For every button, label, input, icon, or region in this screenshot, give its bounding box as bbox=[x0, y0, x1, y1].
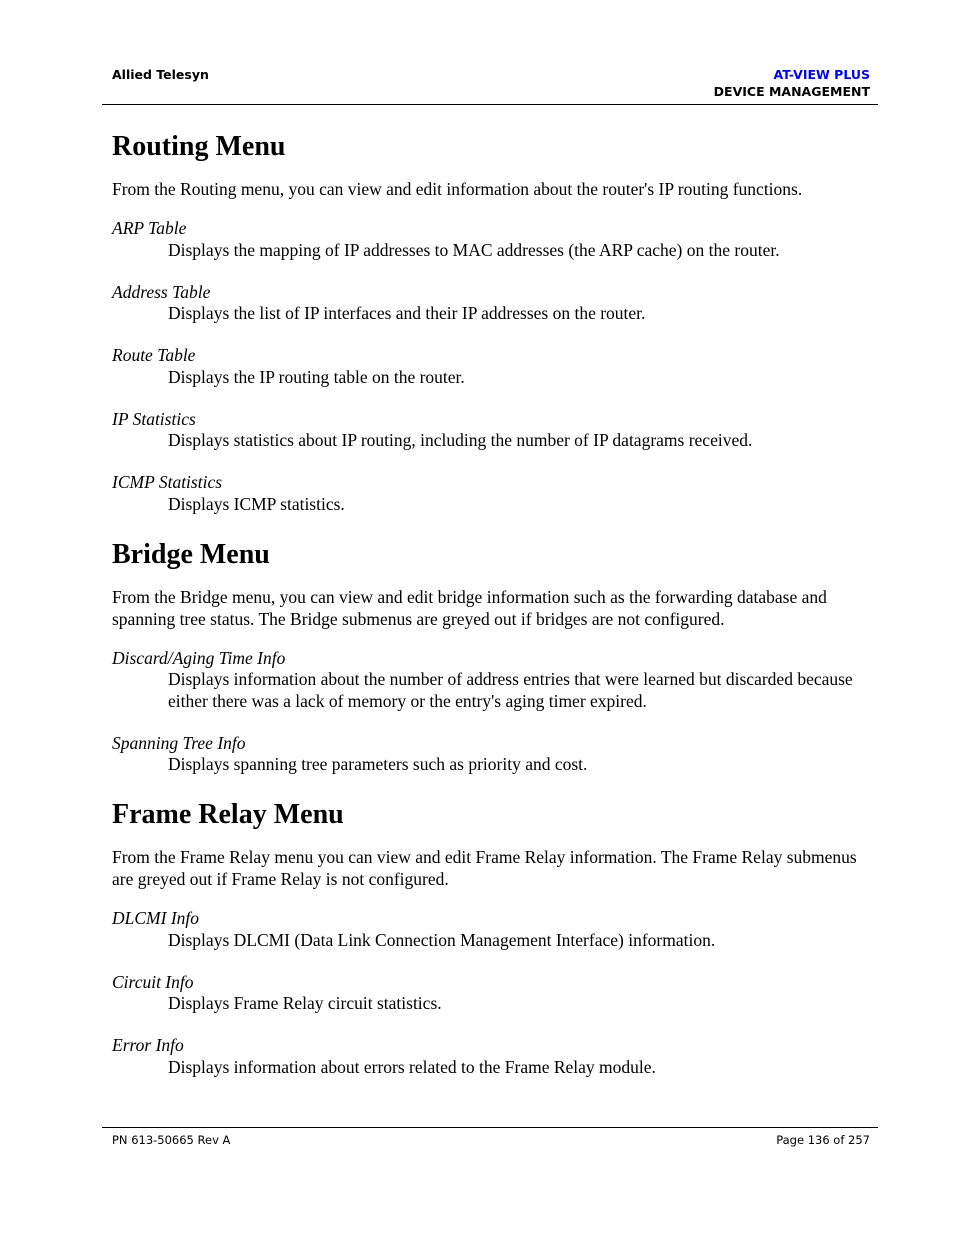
definition-desc: Displays ICMP statistics. bbox=[168, 493, 345, 514]
definition-desc: Displays DLCMI (Data Link Connection Management Interface) information. bbox=[168, 929, 716, 950]
definition-item bbox=[112, 733, 872, 776]
definition-item bbox=[112, 1035, 872, 1078]
definition-term: Route Table bbox=[112, 345, 196, 365]
company-name: Allied Telesyn bbox=[112, 67, 209, 82]
definition-term: Error Info bbox=[112, 1035, 184, 1055]
definition-item bbox=[112, 972, 872, 1015]
definition-item bbox=[112, 908, 872, 951]
routing-menu-intro: From the Routing menu, you can view and edit information about the router's IP routing functions. bbox=[112, 179, 803, 199]
definition-desc: Displays Frame Relay circuit statistics. bbox=[168, 993, 442, 1013]
bridge-menu-heading: Bridge Menu bbox=[112, 538, 270, 570]
page-header bbox=[102, 66, 878, 105]
bridge-menu-intro: From the Bridge menu, you can view and edit bridge information such as the forwarding database and spanning tree status. The Bridge submenus are greyed out if bridges are not configured. bbox=[112, 586, 827, 629]
routing-menu-heading: Routing Menu bbox=[112, 131, 286, 162]
definition-item bbox=[112, 218, 872, 261]
definition-term: ARP Table bbox=[112, 218, 187, 238]
definition-term: DLCMI Info bbox=[112, 908, 200, 928]
definition-term: ICMP Statistics bbox=[112, 472, 223, 492]
definition-desc: Displays the list of IP interfaces and their IP addresses on the router. bbox=[168, 303, 646, 323]
definition-term: Discard/Aging Time Info bbox=[112, 647, 286, 668]
definition-desc: Displays information about errors related to the Frame Relay module. bbox=[168, 1056, 656, 1077]
part-number: PN 613-50665 Rev A bbox=[112, 1133, 231, 1147]
definition-item bbox=[112, 648, 872, 713]
definition-item bbox=[112, 409, 872, 452]
definition-desc: Displays information about the number of address entries that were learned but discarded because either there was a lack of memory or the entry's aging timer expired. bbox=[168, 669, 853, 711]
definition-term: Circuit Info bbox=[112, 971, 194, 992]
definition-item bbox=[112, 282, 872, 325]
definition-term: IP Statistics bbox=[112, 408, 196, 429]
frame-relay-menu-heading: Frame Relay Menu bbox=[112, 799, 344, 830]
frame-relay-menu-intro: From the Frame Relay menu you can view and edit Frame Relay information. The Frame Relay submenus are greyed out if Frame Relay is not configured. bbox=[112, 847, 857, 889]
definition-term: Address Table bbox=[112, 281, 211, 302]
document-body bbox=[112, 124, 872, 1099]
header-right bbox=[714, 66, 870, 100]
page-number: Page 136 of 257 bbox=[776, 1133, 870, 1147]
definition-desc: Displays the IP routing table on the router. bbox=[168, 366, 465, 387]
definition-item bbox=[112, 345, 872, 388]
page-footer bbox=[102, 1127, 878, 1147]
product-name: AT-VIEW PLUS bbox=[773, 67, 870, 82]
definition-item bbox=[112, 472, 872, 515]
definition-term: Spanning Tree Info bbox=[112, 732, 246, 753]
definition-desc: Displays the mapping of IP addresses to MAC addresses (the ARP cache) on the router. bbox=[168, 239, 780, 260]
definition-desc: Displays spanning tree parameters such as priority and cost. bbox=[168, 754, 588, 774]
section-name: DEVICE MANAGEMENT bbox=[713, 84, 870, 99]
definition-desc: Displays statistics about IP routing, including the number of IP datagrams received. bbox=[168, 430, 753, 450]
